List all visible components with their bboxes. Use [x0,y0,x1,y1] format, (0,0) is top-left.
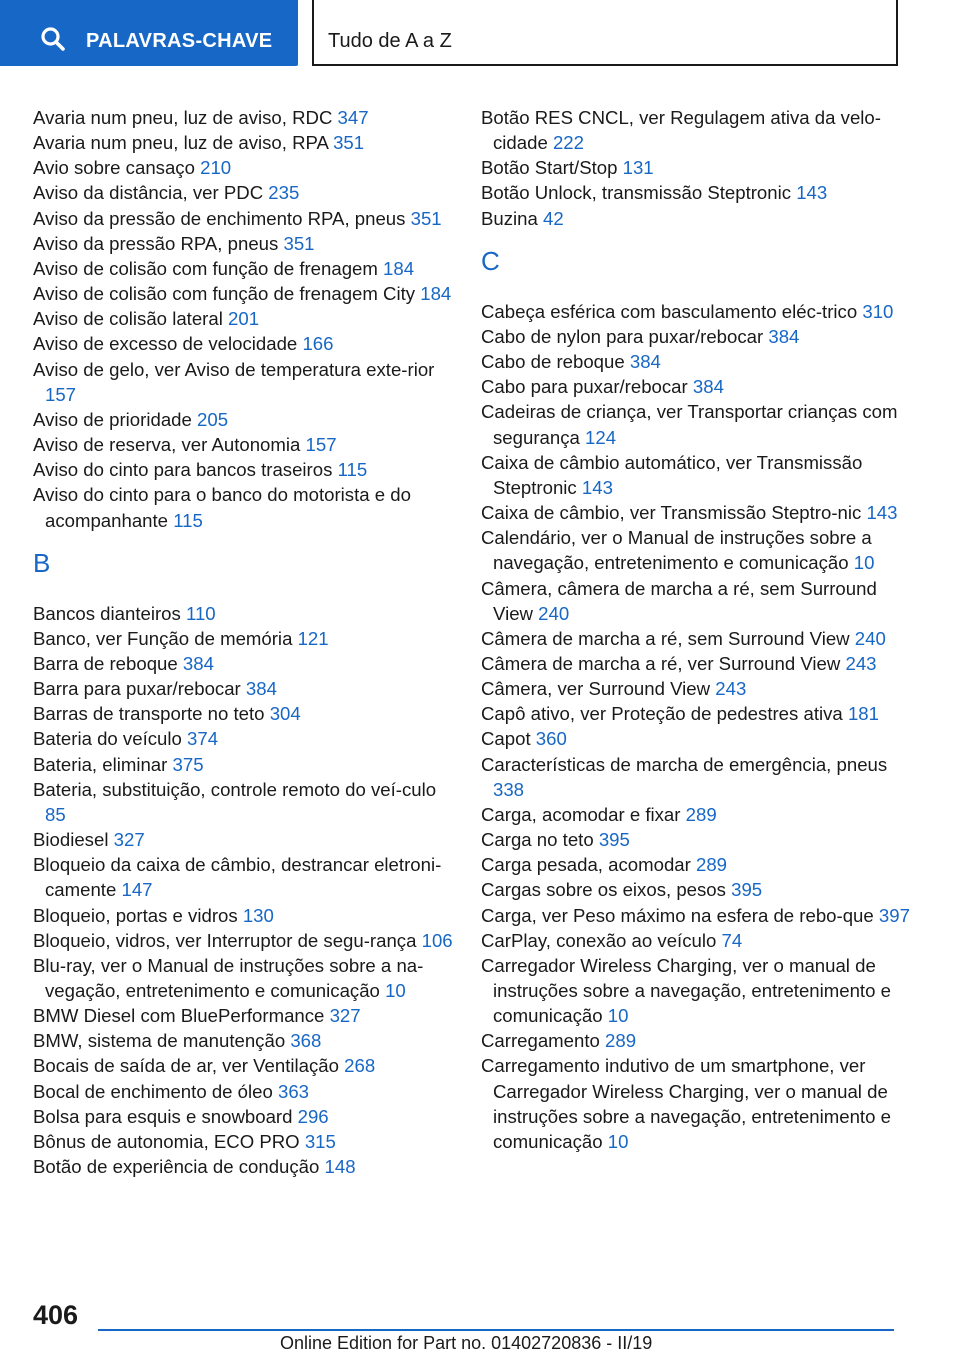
index-entry-text: Aviso da distância, ver PDC [33,182,264,204]
index-entry-text: Blu-ray, ver o Manual de instruções sobre a na‐vegação, entretenimento e comunicação [33,954,424,1001]
index-entry [33,726,453,751]
index-entry-text: Avaria num pneu, luz de aviso, RPA [33,132,328,154]
tab-a-to-z[interactable] [312,0,898,66]
index-entry-text: Aviso do cinto para o banco do motorista e do acompanhante [33,484,411,531]
index-entry-text: Calendário, ver o Manual de instruções sobre a navegação, entretenimento e comunicação [481,527,872,574]
index-entry-text: Bloqueio da caixa de câmbio, destrancar eletroni‐camente [33,854,442,901]
page-reference-link[interactable]: 268 [344,1055,376,1077]
index-entry-text: Bloqueio, portas e vidros [33,904,238,926]
page-reference-link[interactable]: 10 [853,552,875,574]
tab-a-to-z-label: Tudo de A a Z [328,30,452,52]
page-reference-link[interactable]: 395 [598,829,630,851]
index-entry-text: BMW, sistema de manutenção [33,1030,286,1052]
index-entry [33,601,453,626]
page-reference-link[interactable]: 327 [113,829,145,851]
index-entry [481,155,921,180]
page-reference-link[interactable]: 115 [173,509,203,531]
index-entry-text: Carga no teto [481,829,594,851]
index-entry-text: Bolsa para esquis e snowboard [33,1105,293,1127]
index-entry-text: Capô ativo, ver Proteção de pedestres ativa [481,703,843,725]
index-entry-text: Biodiesel [33,829,109,851]
index-column-left [33,105,453,1179]
index-entry-text: Bateria, substituição, controle remoto do veí‐culo [33,778,437,800]
index-entry [33,626,453,651]
index-entry [33,752,453,777]
index-entry [481,928,921,953]
index-entry-text: Cabeça esférica com basculamento eléc‐trico [481,300,858,322]
page-reference-link[interactable]: 351 [283,232,315,254]
index-entry-text: Carga pesada, acomodar [481,854,691,876]
page-reference-link[interactable]: 110 [185,602,216,624]
index-entry-text: Barras de transporte no teto [33,703,265,725]
page-reference-link[interactable]: 147 [121,879,153,901]
index-entry [33,953,453,1003]
index-entry-text: Bloqueio, vidros, ver Interruptor de segu‐rança [33,929,417,951]
index-entry [481,752,921,802]
page-reference-link[interactable]: 222 [552,132,584,154]
index-entry [481,1053,921,1154]
index-entry-text: Carga, acomodar e fixar [481,803,681,825]
index-entry [481,827,921,852]
index-entry [33,180,453,205]
index-entry [481,324,921,349]
page-reference-link[interactable]: 235 [268,182,300,204]
index-entry [481,399,921,449]
index-entry [33,331,453,356]
page-reference-link[interactable]: 384 [768,325,800,347]
page-reference-link[interactable]: 296 [297,1105,329,1127]
index-entry [481,374,921,399]
page-reference-link[interactable]: 143 [796,182,828,204]
page-reference-link[interactable]: 368 [290,1030,322,1052]
page-reference-link[interactable]: 10 [607,1005,629,1027]
index-entry-text: Bocais de saída de ar, ver Ventilação [33,1055,339,1077]
index-entry-text: Cadeiras de criança, ver Transportar crianças com segurança [481,401,898,448]
index-entry-text: Aviso de prioridade [33,408,192,430]
index-column-right [481,105,921,1154]
page-reference-link[interactable]: 243 [845,652,877,674]
index-entry [33,852,453,902]
search-icon [40,26,66,52]
page-reference-link[interactable]: 42 [543,207,564,229]
index-entry-text: Botão RES CNCL, ver Regulagem ativa da velo‐cidade [481,107,881,154]
index-entry-text: Câmera, ver Surround View [481,678,711,700]
index-entry [481,626,921,651]
page-header [0,0,960,68]
index-entry-text: Caixa de câmbio automático, ver Transmissão Steptronic [481,451,863,498]
index-entry-text: Barra para puxar/rebocar [33,678,241,700]
index-entry [33,701,453,726]
index-entry-text: Cargas sobre os eixos, pesos [481,879,726,901]
page-reference-link[interactable]: 210 [200,157,232,179]
page-reference-link[interactable]: 157 [45,383,77,405]
footer-divider [98,1329,894,1331]
page-reference-link[interactable]: 184 [420,283,452,305]
page-reference-link[interactable]: 384 [629,351,661,373]
page-reference-link[interactable]: 384 [692,376,724,398]
page-reference-link[interactable]: 205 [197,408,229,430]
index-entry-text: Aviso da pressão RPA, pneus [33,232,279,254]
page-reference-link[interactable]: 166 [302,333,334,355]
index-entry-text: Bônus de autonomia, ECO PRO [33,1130,300,1152]
index-entry [33,777,453,827]
index-entry [33,1003,453,1028]
page-reference-link[interactable]: 351 [410,207,442,229]
page-reference-link[interactable]: 395 [731,879,763,901]
index-entry-text: Aviso de colisão com função de frenagem [33,257,378,279]
index-entry [481,953,921,1028]
page-reference-link[interactable]: 243 [715,678,747,700]
index-entry-text: Bocal de enchimento de óleo [33,1080,273,1102]
page-reference-link[interactable]: 304 [269,703,301,725]
index-entry [481,299,921,324]
page-reference-link[interactable]: 181 [847,703,879,725]
index-entry [33,1028,453,1053]
index-entry-text: Câmera de marcha a ré, sem Surround View [481,627,850,649]
page-reference-link[interactable]: 124 [585,426,617,448]
page-number: 406 [33,1300,79,1330]
index-entry [481,1028,921,1053]
index-entry [481,349,921,374]
index-entry [33,231,453,256]
page-reference-link[interactable]: 121 [297,627,329,649]
index-entry [33,457,453,482]
index-entry [33,256,453,281]
index-entry [481,450,921,500]
index-entry [481,903,921,928]
index-entry [481,802,921,827]
index-entry-text: Capot [481,728,531,750]
index-entry-text: Botão Unlock, transmissão Steptronic [481,182,792,204]
keywords-button[interactable] [0,0,298,66]
page-reference-link[interactable]: 374 [187,728,219,750]
page-reference-link[interactable]: 85 [45,803,66,825]
index-entry-text: Cabo de reboque [481,351,625,373]
page-reference-link[interactable]: 184 [383,257,415,279]
index-entry [481,105,921,155]
page-reference-link[interactable]: 157 [305,434,337,456]
page-reference-link[interactable]: 360 [535,728,567,750]
page-reference-link[interactable]: 375 [172,753,204,775]
page-reference-link[interactable]: 143 [866,502,898,524]
index-entry [33,1079,453,1104]
index-entry [33,281,453,306]
page-reference-link[interactable]: 10 [607,1130,629,1152]
index-entry [33,1154,453,1179]
page-reference-link[interactable]: 351 [333,132,365,154]
index-entry [33,407,453,432]
page-reference-link[interactable]: 240 [854,627,886,649]
index-entry [481,701,921,726]
index-entry [33,676,453,701]
page-reference-link[interactable]: 74 [721,929,743,951]
footer-edition-text: Online Edition for Part no. 01402720836 - II/19 [280,1333,653,1353]
index-entry [481,500,921,525]
page-reference-link[interactable]: 384 [245,678,277,700]
page-reference-link[interactable]: 10 [385,980,406,1001]
index-entry-text: BMW Diesel com BluePerformance [33,1005,325,1027]
page-reference-link[interactable]: 315 [304,1130,336,1152]
index-entry-text: Características de marcha de emergência, pneus [481,753,888,775]
page-reference-link[interactable]: 148 [324,1156,356,1178]
index-entry-text: Cabo de nylon para puxar/rebocar [481,325,764,347]
index-entry-text: Barra de reboque [33,652,178,674]
page-reference-link[interactable]: 347 [337,107,369,128]
page-reference-link[interactable]: 106 [421,929,453,951]
index-entry-text: Aviso do cinto para bancos traseiros [33,459,333,481]
index-entry [33,1053,453,1078]
page-reference-link[interactable]: 201 [228,308,260,330]
index-entry-text: Aviso de colisão com função de frenagem City [33,283,416,305]
index-entry [33,306,453,331]
index-entry [33,903,453,928]
index-entry-text: Aviso de excesso de velocidade [33,333,298,355]
page-reference-link[interactable]: 289 [685,803,717,825]
index-entry [481,525,921,575]
page-reference-link[interactable]: 310 [862,300,894,322]
index-entry [33,482,453,532]
index-entry [33,432,453,457]
index-entry [481,180,921,205]
index-entry [33,155,453,180]
page-reference-link[interactable]: 131 [622,157,654,179]
index-entry-text: Carregamento indutivo de um smartphone, ver Carregador Wireless Charging, ver o manual de instruções sobre a navegação, entretenimento e comunicação [481,1055,891,1152]
index-entry-text: Câmera, câmera de marcha a ré, sem Surround View [481,577,877,624]
index-entry [33,651,453,676]
index-entry-text: Carregador Wireless Charging, ver o manual de instruções sobre a navegação, entretenimento e comunicação [481,954,891,1027]
page-reference-link[interactable]: 289 [605,1030,637,1052]
index-entry-text: Câmera de marcha a ré, ver Surround View [481,652,841,674]
index-entry-text: Buzina [481,207,538,229]
index-entry [33,357,453,407]
page-reference-link[interactable]: 289 [696,854,728,876]
index-entry-text: CarPlay, conexão ao veículo [481,929,717,951]
index-entry [33,105,453,130]
index-entry-text: Cabo para puxar/rebocar [481,376,688,398]
index-entry [33,206,453,231]
index-entry-text: Avio sobre cansaço [33,157,195,179]
index-entry-text: Banco, ver Função de memória [33,627,293,649]
index-entry-text: Aviso de reserva, ver Autonomia [33,434,301,456]
index-entry-text: Bancos dianteiros [33,602,181,624]
index-entry [481,877,921,902]
index-entry-text: Caixa de câmbio, ver Transmissão Steptro‐nic [481,502,862,524]
index-entry [33,130,453,155]
index-entry-text: Aviso da pressão de enchimento RPA, pneus [33,207,406,229]
index-entry [481,576,921,626]
index-entry-text: Botão de experiência de condução [33,1156,320,1178]
section-letter: C [481,245,500,276]
index-entry [33,827,453,852]
index-entry-text: Aviso de gelo, ver Aviso de temperatura exte‐rior [33,358,435,380]
index-entry [481,852,921,877]
page-reference-link[interactable]: 397 [878,904,910,926]
index-entry [33,1104,453,1129]
page-reference-link[interactable]: 327 [329,1005,361,1027]
index-entry-text: Carga, ver Peso máximo na esfera de rebo‐que [481,904,874,926]
page-reference-link[interactable]: 363 [278,1080,310,1102]
index-entry-text: Bateria do veículo [33,728,182,750]
index-entry [33,928,453,953]
index-entry [481,651,921,676]
index-entry [33,1129,453,1154]
page-reference-link[interactable]: 384 [182,652,214,674]
section-letter: B [33,547,51,578]
page-reference-link[interactable]: 130 [242,904,274,926]
page-reference-link[interactable]: 338 [493,778,525,800]
index-entry [481,206,921,231]
page-reference-link[interactable]: 143 [581,476,613,498]
index-entry-text: Bateria, eliminar [33,753,168,775]
keywords-button-label: PALAVRAS-CHAVE [86,30,273,52]
index-entry-text: Carregamento [481,1030,600,1052]
index-entry [481,726,921,751]
index-entry-text: Aviso de colisão lateral [33,308,223,330]
page-reference-link[interactable]: 240 [538,602,570,624]
page-reference-link[interactable]: 115 [337,459,368,481]
index-entry-text: Avaria num pneu, luz de aviso, RDC [33,107,333,128]
index-entry [481,676,921,701]
index-entry-text: Botão Start/Stop [481,157,618,179]
